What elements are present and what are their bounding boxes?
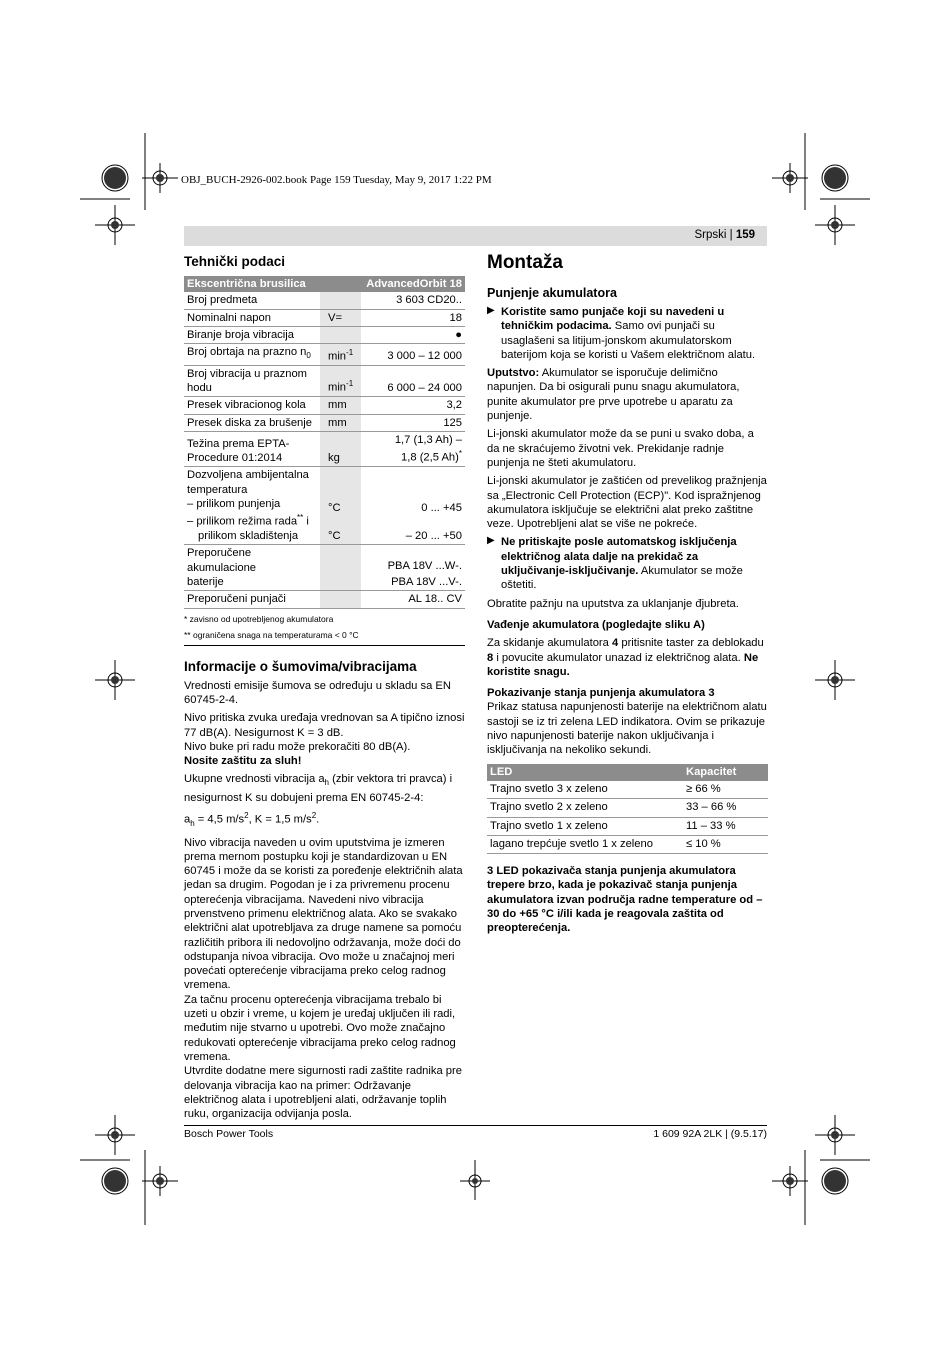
- section-title-noise: Informacije o šumovima/vibracijama: [184, 658, 417, 674]
- right-column: [487, 252, 768, 936]
- led-state: Trajno svetlo 3 x zeleno: [487, 781, 683, 799]
- footer-doc-number: 1 609 92A 2LK | (9.5.17): [653, 1128, 767, 1140]
- footnote: ** ograničena snaga na temperaturama < 0 °C: [184, 629, 465, 646]
- unit-sup: -1: [346, 347, 354, 357]
- row-unit: [320, 326, 361, 343]
- row-label: Presek diska za brušenje: [184, 414, 320, 431]
- row-value: 3,2: [361, 397, 465, 414]
- footer-brand: Bosch Power Tools: [184, 1128, 274, 1140]
- bold-text: 4: [612, 637, 619, 650]
- table-row: [184, 591, 465, 608]
- row-value: 3 603 CD20..: [361, 292, 465, 309]
- label-sup: **: [297, 513, 304, 523]
- bold-text: Koristite samo punjače koji su navedeni u tehničkim podacima.: [501, 306, 725, 333]
- text-span: Ukupne vrednosti vibracija a: [184, 773, 325, 786]
- row-unit: mm: [320, 397, 361, 414]
- subsection-title-removal: Vađenje akumulatora (pogledajte sliku A): [487, 618, 705, 631]
- paragraph: Li-jonski akumulator može da se puni u svako doba, a da ne skraćujemo životni vek. Prekidanje radnje punjenja ne šteti akumulatoru.: [487, 428, 754, 469]
- row-label-line: Dozvoljena ambijentalna: [187, 469, 309, 482]
- spec-header-label: Ekscentrična brusilica: [184, 276, 361, 292]
- paragraph: Nivo pritiska zvuka uređaja vrednovan sa A tipično iznosi 77 dB(A). Nesigurnost K = 3 dB.: [184, 712, 465, 739]
- table-row: [184, 365, 465, 397]
- paragraph: [487, 636, 768, 679]
- row-label-line: – prilikom punjenja: [187, 497, 281, 510]
- row-label-text: Broj obrtaja na prazno n: [187, 346, 307, 359]
- paragraph: Obratite pažnju na uputstva za uklanjanje đjubreta.: [487, 597, 739, 610]
- bold-text: Ne koristite snagu.: [487, 651, 759, 678]
- paragraph: Utvrdite dodatne mere sigurnosti radi zaštite radnika pre delovanja vibracija kao na primer: Održavanje električnog alata i upotrebljeni alati, održavanje toplih ruku, organizacija odvijanja posla.: [184, 1065, 462, 1121]
- led-table: [487, 764, 768, 854]
- led-capacity: 33 – 66 %: [683, 799, 768, 817]
- led-table-header: [487, 764, 768, 781]
- row-label-line: Težina prema EPTA-: [187, 437, 290, 450]
- row-label-line: baterije: [187, 576, 224, 589]
- row-unit: [320, 344, 361, 366]
- table-row: [184, 344, 465, 366]
- row-unit: [320, 467, 361, 545]
- table-row: [184, 414, 465, 431]
- paragraph: Li-jonski akumulator je zaštićen od prevelikog pražnjenja sa „Electronic Cell Protection (ECP)". Kod ispražnjenog akumulatora isključuje se električni alat preko zaštitne veze. Upotrebljeni alat se više ne pokreće.: [487, 475, 767, 531]
- bullet-dot-icon: ●: [361, 326, 465, 343]
- table-row: [184, 326, 465, 343]
- text-span: , K = 1,5 m/s: [248, 813, 312, 826]
- row-label-line: [187, 511, 317, 529]
- header-language: Srpski: [694, 229, 727, 241]
- page-number: 159: [735, 229, 755, 241]
- text-span: = 4,5 m/s: [194, 813, 245, 826]
- warning-paragraph: 3 LED pokazivača stanja punjenja akumulatora trepere brzo, kada je pokazivač stanja punjenja akumulatora izvan područja radne temperature od –30 do +65 °C i/ili kada je reagovala zaštita od preopterećenja.: [487, 865, 763, 935]
- row-label: Preporučeni punjači: [184, 591, 320, 608]
- table-row: [184, 397, 465, 414]
- led-capacity: ≥ 66 %: [683, 781, 768, 799]
- row-label-line: temperatura: [187, 483, 248, 496]
- subsection-title-charging: Punjenje akumulatora: [487, 286, 617, 300]
- paragraph: Prikaz statusa napunjenosti baterije na električnom alatu sastoji se iz tri zelena LED indikatora. Ovim se prikazuje nivo napunjenosti baterije nakon uključivanja i isključivanja na nekoliko sekundi.: [487, 701, 767, 757]
- text-span: Akumulator se može oštetiti.: [501, 565, 743, 592]
- row-label: Broj predmeta: [184, 292, 320, 309]
- section-title-assembly: Montaža: [487, 252, 563, 273]
- row-value-line: 1,7 (1,3 Ah) –: [394, 433, 462, 446]
- led-state: Trajno svetlo 1 x zeleno: [487, 817, 683, 835]
- unit-text: °C: [328, 501, 341, 514]
- row-label: [184, 431, 320, 466]
- led-header-capacity: Kapacitet: [683, 764, 768, 781]
- header-text: [694, 229, 755, 241]
- triangle-right-icon: ▶: [487, 305, 495, 316]
- bold-text: Uputstvo:: [487, 367, 540, 380]
- text-span: a: [184, 813, 191, 826]
- bold-text: 8: [487, 651, 494, 664]
- print-slug: OBJ_BUCH-2926-002.book Page 159 Tuesday, May 9, 2017 1:22 PM: [181, 174, 492, 186]
- unit-text: min: [328, 382, 347, 395]
- table-row: [184, 292, 465, 309]
- row-value: [361, 545, 465, 591]
- left-column: [184, 254, 465, 1121]
- bullet-item: [487, 535, 768, 592]
- bullet-item: [487, 305, 768, 362]
- led-state: lagano trepćuje svetlo 1 x zeleno: [487, 835, 683, 853]
- paragraph: Nivo vibracija naveden u ovim uputstvima je izmeren prema mernom postupku koji je standardizovan u EN 60745 i može da se koristi za poređenje električnih alata jedan sa drugim. Pogodan je i za privremenu procenu opterećenja vibracijama. Navedeni nivo vibracija prvenstveno primenu električnog alata. Ako se svakako električni alat upotrebljava za druge namene sa pomoću različitih pribora ili nedovoljno održavanja, može doći do odstupanja nivoa vibracija. Ovo može u značajnoj meri povećati opterećenje vibracijama preko celog radnog vremena.: [184, 836, 463, 992]
- table-row: [487, 799, 768, 817]
- text-span: Samo ovi punjači su usaglašeni sa litijum-jonskom akumulatorskom baterijom koja se koristi u Vašem električnom alatu.: [501, 320, 756, 361]
- table-row: [184, 431, 465, 466]
- row-label-line: prilikom skladištenja: [198, 530, 299, 543]
- table-row: [184, 545, 465, 591]
- spec-table: [184, 276, 465, 609]
- row-label-line: Procedure 01:2014: [187, 451, 283, 464]
- row-unit: [320, 591, 361, 608]
- label-text: i: [303, 515, 309, 528]
- unit-sup: -1: [346, 379, 354, 389]
- row-value: 125: [361, 414, 465, 431]
- table-row: [487, 781, 768, 799]
- text-span: pritisnite taster za deblokadu: [618, 637, 764, 650]
- row-value: 6 000 – 24 000: [361, 365, 465, 397]
- paragraph: [184, 772, 465, 805]
- row-label: [184, 545, 320, 591]
- text-span: (zbir vektora tri pravca) i nesigurnost K su dobujeni prema EN 60745-2-4:: [184, 773, 453, 804]
- page-header: [184, 226, 767, 246]
- superscript: 2: [311, 811, 317, 821]
- value-text: 1,8 (2,5 Ah): [401, 451, 459, 464]
- text-span: i povucite akumulator unazad iz električnog alata.: [493, 651, 744, 664]
- text-span: Za skidanje akumulatora: [487, 637, 612, 650]
- value-text: – 20 ... +50: [405, 530, 462, 543]
- row-label-line: hodu: [187, 382, 212, 395]
- subscript: h: [324, 778, 329, 788]
- row-label: Presek vibracionog kola: [184, 397, 320, 414]
- subsection-title-charge-indicator: Pokazivanje stanja punjenja akumulatora 3: [487, 687, 715, 700]
- table-row: [487, 817, 768, 835]
- paragraph: Nivo buke pri radu može prekoračiti 80 dB(A).: [184, 740, 411, 753]
- footnote: * zavisno od upotrebljenog akumulatora: [184, 613, 334, 624]
- row-value: AL 18.. CV: [361, 591, 465, 608]
- row-label-line: Preporučene akumulacione: [187, 547, 257, 574]
- row-unit: [320, 292, 361, 309]
- row-unit: kg: [320, 431, 361, 466]
- led-state: Trajno svetlo 2 x zeleno: [487, 799, 683, 817]
- header-separator: |: [726, 229, 736, 241]
- row-value: 3 000 – 12 000: [361, 344, 465, 366]
- value-sup: *: [458, 449, 462, 459]
- paragraph: [487, 366, 768, 423]
- unit-text: °C: [328, 530, 341, 543]
- led-capacity: 11 – 33 %: [683, 817, 768, 835]
- text-span: .: [316, 813, 320, 826]
- row-unit: [320, 365, 361, 397]
- subscript: h: [190, 819, 195, 829]
- row-label: [184, 365, 320, 397]
- led-capacity: ≤ 10 %: [683, 835, 768, 853]
- formula: [184, 809, 465, 831]
- table-row: [487, 835, 768, 853]
- row-label: Biranje broja vibracija: [184, 326, 320, 343]
- text-span: Akumulator se isporučuje delimično napunjen. Da bi osigurali punu snagu akumulatora, punite akumulator pre prve upotrebe u aparatu za punjenje.: [487, 367, 740, 423]
- bold-text: Ne pritiskajte posle automatskog isključenja električnog alata dalje na prekidač za uključivanje-isključivanje.: [501, 536, 737, 578]
- row-value: [361, 431, 465, 466]
- label-text: – prilikom režima rada: [187, 515, 298, 528]
- value-text: 0 ... +45: [421, 501, 462, 514]
- page-footer: [184, 1125, 767, 1142]
- row-value-line: PBA 18V ...V-.: [391, 576, 462, 589]
- row-label: [184, 344, 320, 366]
- table-row: [184, 467, 465, 545]
- spec-table-header: [184, 276, 465, 292]
- spec-header-model: AdvancedOrbit 18: [361, 276, 465, 292]
- table-footnotes: [184, 613, 465, 646]
- row-value: 18: [361, 309, 465, 326]
- row-label-line: Broj vibracija u praznom: [187, 367, 308, 380]
- led-header-led: LED: [487, 764, 683, 781]
- row-unit: [320, 545, 361, 591]
- row-value-line: [364, 447, 462, 465]
- row-label: [184, 467, 320, 545]
- unit-text: min: [328, 350, 347, 363]
- row-unit: mm: [320, 414, 361, 431]
- table-row: [184, 309, 465, 326]
- row-label: Nominalni napon: [184, 309, 320, 326]
- superscript: 2: [244, 811, 249, 821]
- row-value-line: PBA 18V ...W-.: [387, 559, 462, 572]
- paragraph: Vrednosti emisije šumova se određuju u skladu sa EN 60745-2-4.: [184, 679, 451, 706]
- row-unit: V=: [320, 309, 361, 326]
- paragraph: Za tačnu procenu opterećenja vibracijama trebalo bi uzeti u obzir i vreme, u kojem je uređaj uključen ili radi, međutim nije stvarno u upotrebi. Ovo može značajno redukovati opterećenje vibracijama preko celog radnog vremena.: [184, 993, 456, 1063]
- row-label-sub: 0: [306, 351, 311, 361]
- section-title-technical-data: Tehnički podaci: [184, 254, 286, 269]
- triangle-right-icon: ▶: [487, 535, 495, 547]
- warning-text: Nosite zaštitu za sluh!: [184, 755, 302, 768]
- row-value: [361, 467, 465, 545]
